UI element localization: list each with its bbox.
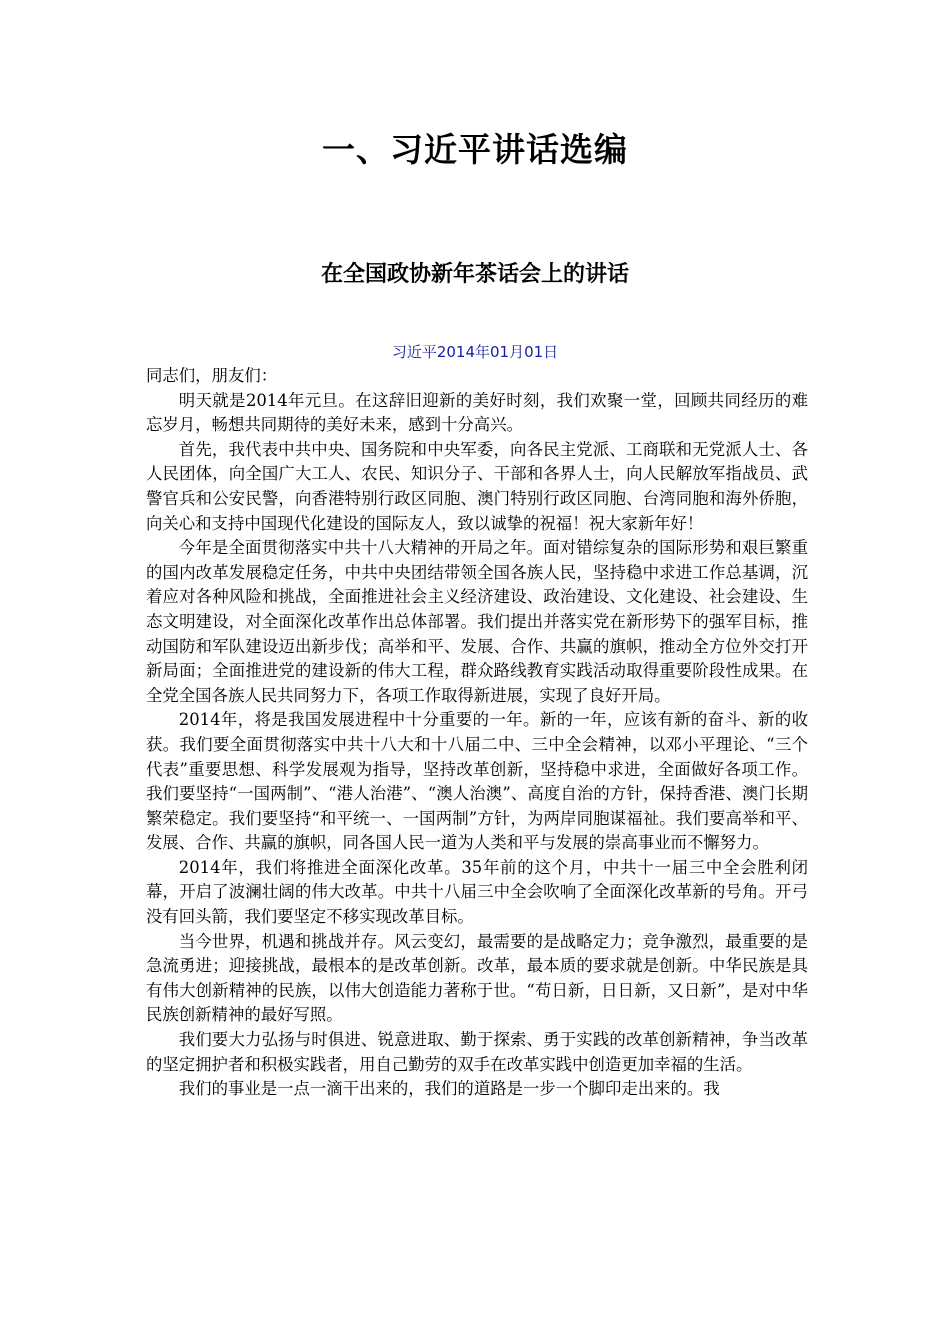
paragraph: 2014年，将是我国发展进程中十分重要的一年。新的一年，应该有新的奋斗、新的收获。我们要全面贯彻落实中共十八大和十八届二中、三中全会精神，以邓小平理论、“三个代表”重要思想、科学发展观为指导，坚持改革创新，坚持稳中求进，全面做好各项工作。我们要坚持“一国两制”、“港人治港”、“澳人治澳”、高度自治的方针，保持香港、澳门长期繁荣稳定。我们要坚持“和平统一、一国两制”方针，为两岸同胞谋福祉。我们要高举和平、发展、合作、共赢的旗帜，同各国人民一道为人类和平与发展的崇高事业而不懈努力。: [146, 710, 808, 853]
paragraph: 首先，我代表中共中央、国务院和中央军委，向各民主党派、工商联和无党派人士、各人民团体，向全国广大工人、农民、知识分子、干部和各界人士，向人民解放军指战员、武警官兵和公安民警，向香港特别行政区同胞、澳门特别行政区同胞、台湾同胞和海外侨胞，向关心和支持中国现代化建设的国际友人，致以诚挚的祝福！祝大家新年好！: [146, 439, 808, 533]
paragraph: 明天就是2014年元旦。在这辞旧迎新的美好时刻，我们欢聚一堂，回顾共同经历的难忘岁月，畅想共同期待的美好未来，感到十分高兴。: [146, 390, 808, 435]
body-text: [146, 364, 808, 1102]
paragraph: 今年是全面贯彻落实中共十八大精神的开局之年。面对错综复杂的国际形势和艰巨繁重的国内改革发展稳定任务，中共中央团结带领全国各族人民，坚持稳中求进工作总基调，沉着应对各种风险和挑战，全面推进社会主义经济建设、政治建设、文化建设、社会建设、生态文明建设，对全面深化改革作出总体部署。我们提出并落实党在新形势下的强军目标，推动国防和军队建设迈出新步伐；高举和平、发展、合作、共赢的旗帜，推动全方位外交打开新局面；全面推进党的建设新的伟大工程，群众路线教育实践活动取得重要阶段性成果。在全党全国各族人民共同努力下，各项工作取得新进展，实现了良好开局。: [146, 538, 808, 705]
speech-title: 在全国政协新年茶话会上的讲话: [320, 262, 629, 287]
paragraph: 我们要大力弘扬与时俱进、锐意进取、勤于探索、勇于实践的改革创新精神，争当改革的坚定拥护者和积极实践者，用自己勤劳的双手在改革实践中创造更加幸福的生活。: [146, 1030, 808, 1074]
byline-author: 习近平: [391, 343, 437, 361]
chapter-title: 一、习近平讲话选编: [322, 130, 628, 169]
paragraph: 当今世界，机遇和挑战并存。风云变幻，最需要的是战略定力；竞争激烈，最重要的是急流勇进；迎接挑战，最根本的是改革创新。改革，最本质的要求就是创新。中华民族是具有伟大创新精神的民族，以伟大创造能力著称于世。“苟日新，日日新，又日新”，是对中华民族创新精神的最好写照。: [146, 931, 808, 1025]
paragraph: 我们的事业是一点一滴干出来的，我们的道路是一步一个脚印走出来的。我: [178, 1079, 720, 1099]
byline-date: 2014年01月01日: [436, 343, 559, 361]
paragraph: 2014年，我们将推进全面深化改革。35年前的这个月，中共十一届三中全会胜利闭幕，开启了波澜壮阔的伟大改革。中共十八届三中全会吹响了全面深化改革新的号角。开弓没有回头箭，我们要坚定不移实现改革目标。: [146, 857, 808, 927]
salutation: 同志们，朋友们：: [146, 366, 278, 385]
byline: [0, 340, 950, 364]
